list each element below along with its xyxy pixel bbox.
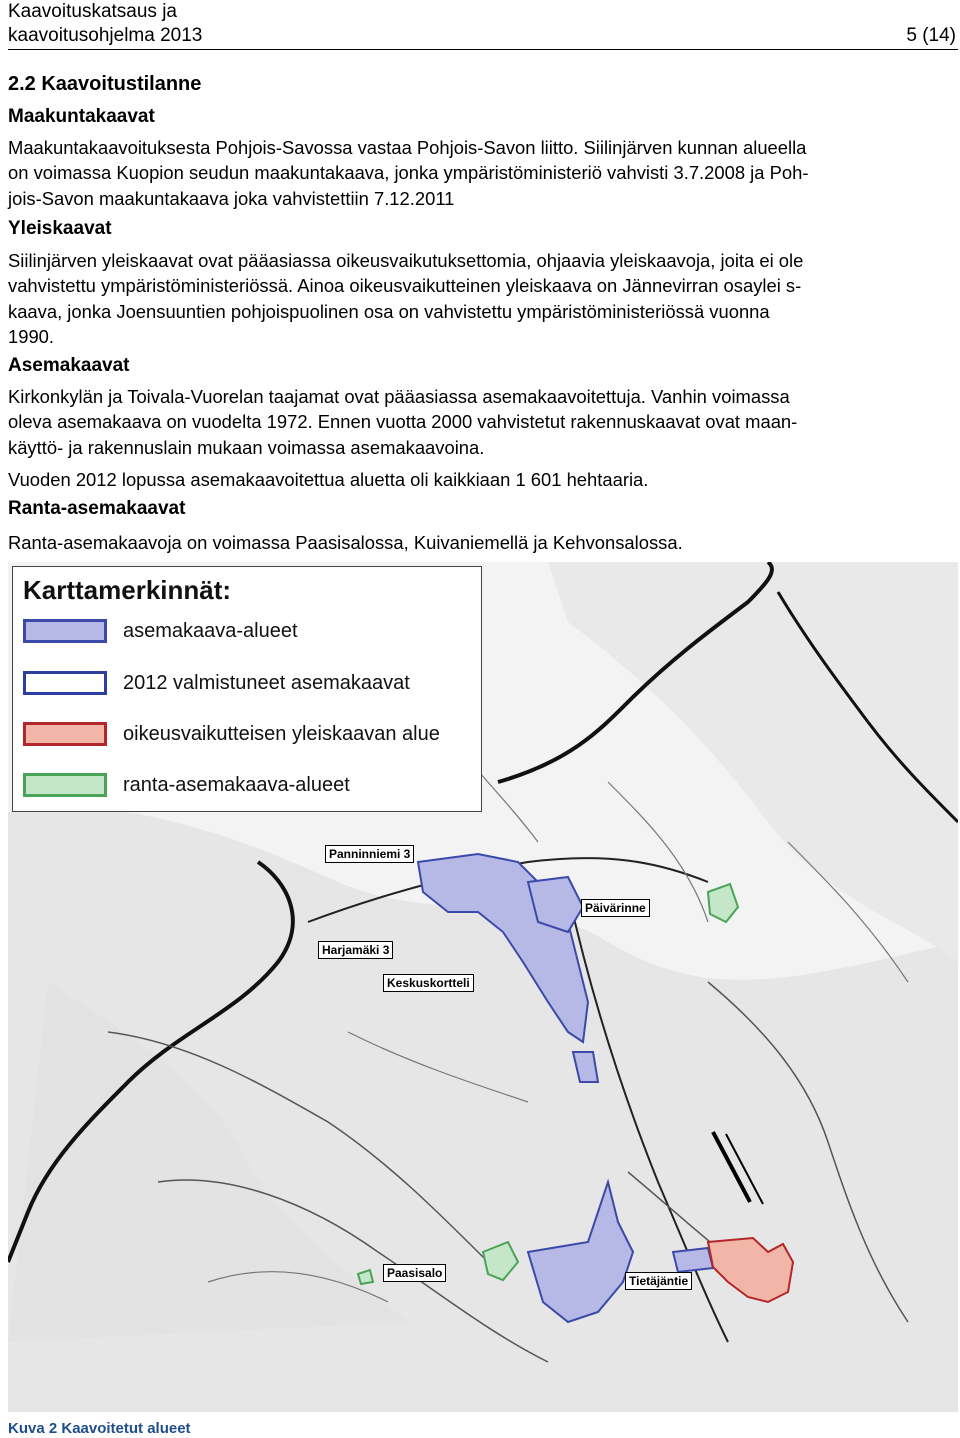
document-title xyxy=(8,0,202,48)
text-line: jois-Savon maakuntakaava joka vahvistettiin 7.12.2011 xyxy=(8,187,455,209)
place-label-paivarinne: Päivärinne xyxy=(581,899,650,917)
text-line: on voimassa Kuopion seudun maakuntakaava, jonka ympäristöministeriö vahvisti 3.7.2008 ja Poh- xyxy=(8,162,809,184)
legend-swatch-ranta xyxy=(23,773,107,797)
legend-swatch-asemakaava xyxy=(23,619,107,643)
title-line-1: Kaavoituskatsaus ja xyxy=(8,1,177,22)
paragraph-maakuntakaavat xyxy=(8,135,956,211)
heading-yleiskaavat: Yleiskaavat xyxy=(8,218,112,239)
paragraph-asemakaava-area: Vuoden 2012 lopussa asemakaavoitettua aluetta oli kaikkiaan 1 601 hehtaaria. xyxy=(8,469,649,490)
map-legend xyxy=(12,566,482,812)
text-line: oleva asemakaava on vuodelta 1972. Ennen vuotta 2000 vahvistetut rakennuskaavat ovat maan- xyxy=(8,411,798,433)
legend-label: ranta-asemakaava-alueet xyxy=(123,774,350,796)
place-label-keskuskortteli: Keskuskortteli xyxy=(383,974,474,992)
place-label-tietajantie: Tietäjäntie xyxy=(625,1272,692,1290)
legend-title: Karttamerkinnät: xyxy=(23,575,232,605)
legend-swatch-yleiskaava xyxy=(23,722,107,746)
legend-swatch-2012 xyxy=(23,671,107,695)
page-number: 5 (14) xyxy=(906,25,956,46)
place-label-harjamaki: Harjamäki 3 xyxy=(318,941,393,959)
paragraph-asemakaavat xyxy=(8,384,956,460)
text-line: kaava, jonka Joensuuntien pohjoispuolinen osa on vahvistettu ympäristöministeriössä vuonna xyxy=(8,300,770,322)
text-line: Maakuntakaavoituksesta Pohjois-Savossa vastaa Pohjois-Savon liitto. Siilinjärven kunnan alueella xyxy=(8,137,807,158)
text-line: vahvistettu ympäristöministeriössä. Ainoa oikeusvaikutteinen yleiskaava on Jännevirran osaylei s- xyxy=(8,275,802,297)
paragraph-yleiskaavat xyxy=(8,248,956,350)
header-rule xyxy=(8,49,958,50)
heading-maakuntakaavat: Maakuntakaavat xyxy=(8,106,155,127)
text-line: 1990. xyxy=(8,326,55,348)
legend-label: asemakaava-alueet xyxy=(123,620,298,642)
text-line: Siilinjärven yleiskaavat ovat pääasiassa oikeusvaikutuksettomia, ohjaavia yleiskaavoja, joita ei ole xyxy=(8,250,804,271)
legend-label: 2012 valmistuneet asemakaavat xyxy=(123,672,410,694)
section-heading: 2.2 Kaavoitustilanne xyxy=(8,73,202,95)
place-label-panninniemi: Panninniemi 3 xyxy=(325,845,414,863)
heading-ranta-asemakaavat: Ranta-asemakaavat xyxy=(8,498,186,519)
place-label-paasisalo: Paasisalo xyxy=(383,1264,446,1282)
title-line-2: kaavoitusohjelma 2013 xyxy=(8,25,203,46)
legend-label: oikeusvaikutteisen yleiskaavan alue xyxy=(123,723,440,745)
paragraph-ranta-asemakaavat: Ranta-asemakaavoja on voimassa Paasisalossa, Kuivaniemellä ja Kehvonsalossa. xyxy=(8,532,683,553)
text-line: Kirkonkylän ja Toivala-Vuorelan taajamat ovat pääasiassa asemakaavoitettuja. Vanhin voimassa xyxy=(8,386,790,407)
heading-asemakaavat: Asemakaavat xyxy=(8,355,130,376)
text-line: käyttö- ja rakennuslain mukaan voimassa asemakaavoina. xyxy=(8,436,485,458)
figure-caption: Kuva 2 Kaavoitetut alueet xyxy=(8,1420,191,1437)
